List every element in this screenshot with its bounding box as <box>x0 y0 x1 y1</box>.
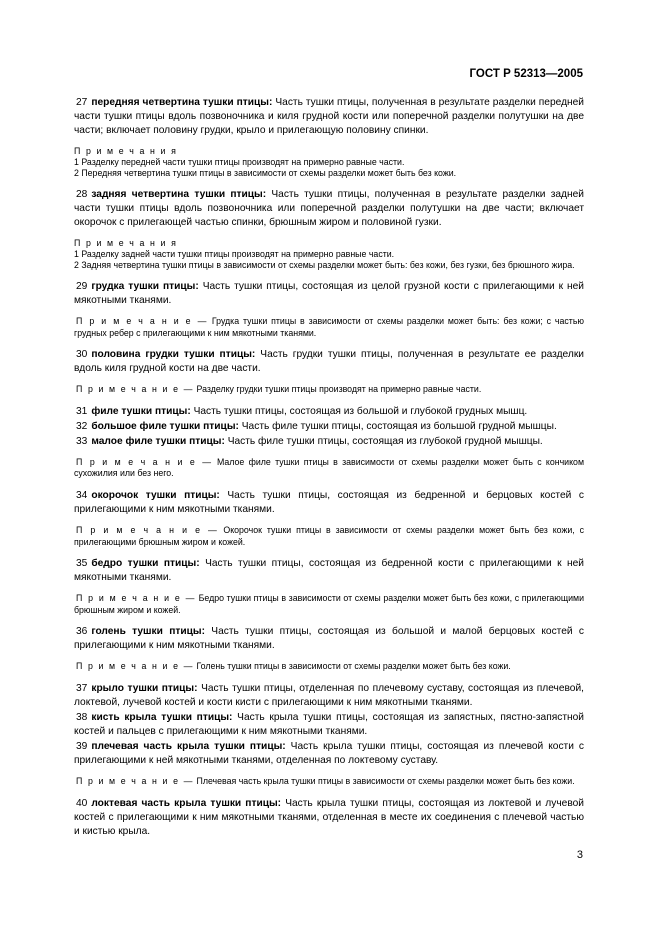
term-name: локтевая часть крыла тушки птицы: <box>91 797 282 809</box>
note-label: П р и м е ч а н и е — <box>76 775 195 786</box>
term-number: 36 <box>76 626 88 638</box>
note-text: Плечевая часть крыла тушки птицы в зависимости от схемы разделки может быть без кожи. <box>196 775 575 786</box>
term-definition: Часть филе тушки птицы, состоящая из большой грудной мышцы. <box>241 420 557 432</box>
notes-28 <box>74 238 584 271</box>
term-number: 37 <box>76 682 88 694</box>
term-35 <box>74 557 584 585</box>
term-number: 31 <box>76 405 88 417</box>
term-name: передняя четвертина тушки птицы: <box>91 97 273 108</box>
note-29 <box>74 316 584 339</box>
term-definition: Часть тушки птицы, состоящая из большой и глубокой грудных мышц. <box>193 405 528 417</box>
note-item: 1 Разделку передней части тушки птицы производят на примерно равные части. <box>74 157 405 167</box>
term-definition: Часть филе тушки птицы, состоящая из глубокой грудной мышцы. <box>227 435 543 447</box>
term-definition: Часть крыла тушки птицы, состоящая из запястных, пястно-запястной костей и пальцев с прилегающими к ним мякотными тканями. <box>74 711 585 737</box>
term-name: малое филе тушки птицы: <box>91 435 225 447</box>
term-name: крыло тушки птицы: <box>91 682 198 694</box>
note-item: 1 Разделку задней части тушки птицы производят на примерно равные части. <box>74 249 395 259</box>
note-34 <box>74 525 584 548</box>
term-32 <box>74 420 584 434</box>
term-name: окорочок тушки птицы: <box>91 489 220 501</box>
term-28 <box>74 188 584 230</box>
term-40 <box>74 797 584 839</box>
term-36 <box>74 625 584 653</box>
term-number: 27 <box>76 97 88 108</box>
note-label: П р и м е ч а н и е — <box>76 456 213 467</box>
note-30 <box>74 384 584 396</box>
term-number: 35 <box>76 558 88 570</box>
term-number: 39 <box>76 740 88 752</box>
term-27 <box>74 96 584 138</box>
term-definition: Часть тушки птицы, состоящая из бедренной и берцовых костей с прилегающими к ним мякотными тканями. <box>74 489 584 515</box>
note-item: 2 Задняя четвертина тушки птицы в зависимости от схемы разделки может быть: без кожи, без гузки, без брюшного жира. <box>74 260 575 270</box>
note-33 <box>74 457 584 480</box>
note-text: Бедро тушки птицы в зависимости от схемы разделки может быть без кожи, с прилегающими брюшным жиром и кожей. <box>74 593 584 615</box>
note-label: П р и м е ч а н и е — <box>76 316 209 326</box>
note-label: П р и м е ч а н и е — <box>76 661 195 672</box>
notes-title: П р и м е ч а н и я <box>74 238 178 248</box>
term-29 <box>74 280 584 308</box>
note-text: Разделку грудки тушки птицы производят на примерно равные части. <box>196 384 482 395</box>
term-definition: Часть грудки тушки птицы, полученная в результате ее разделки вдоль киля грудной кости на две части. <box>74 349 584 375</box>
term-name: большое филе тушки птицы: <box>91 420 239 432</box>
term-number: 40 <box>76 797 88 809</box>
term-definition: Часть тушки птицы, состоящая из бедренной кости с прилегающими к ней мякотными тканями. <box>74 558 584 584</box>
note-label: П р и м е ч а н и е — <box>76 593 196 604</box>
term-39 <box>74 740 584 768</box>
document-code: ГОСТ Р 52313—2005 <box>469 68 583 80</box>
document-body <box>74 96 584 847</box>
term-name: кисть крыла тушки птицы: <box>91 711 233 723</box>
term-31 <box>74 405 584 419</box>
page-number: 3 <box>576 849 583 861</box>
term-name: половина грудки тушки птицы: <box>91 349 256 361</box>
term-number: 33 <box>76 435 88 447</box>
note-text: Грудка тушки птицы в зависимости от схемы разделки может быть: без кожи; с частью грудных ребер с прилегающими к ним мякотными тканями. <box>74 316 584 338</box>
note-label: П р и м е ч а н и е — <box>76 524 219 535</box>
term-name: филе тушки птицы: <box>91 405 191 417</box>
note-text: Окорочок тушки птицы в зависимости от схемы разделки может быть без кожи, с прилегающими брюшным жиром и кожей. <box>74 524 584 547</box>
term-38 <box>74 711 584 739</box>
term-number: 34 <box>76 489 88 501</box>
note-item: 2 Передняя четвертина тушки птицы в зависимости от схемы разделки может быть без кожи. <box>74 168 457 178</box>
term-37 <box>74 682 584 710</box>
notes-title: П р и м е ч а н и я <box>74 146 178 156</box>
term-30 <box>74 348 584 376</box>
notes-27 <box>74 146 584 179</box>
term-number: 38 <box>76 711 88 723</box>
term-definition: Часть тушки птицы, отделенная по плечевому суставу, состоящая из плечевой, локтевой, лучевой костей и кости кисти с прилегающими к ним мякотными тканями. <box>74 682 584 708</box>
term-definition: Часть крыла тушки птицы, состоящая из локтевой и лучевой костей с прилегающими к ним мякотными тканями, отделенная в месте их соединения с плечевой частью и кистью крыла. <box>74 797 584 837</box>
term-34 <box>74 489 584 517</box>
note-36 <box>74 661 584 673</box>
term-definition: Часть тушки птицы, состоящая из большой и малой берцовых костей с прилегающими к ним мякотными тканями. <box>74 626 584 652</box>
term-name: задняя четвертина тушки птицы: <box>91 189 267 200</box>
term-definition: Часть тушки птицы, полученная в результате разделки задней части тушки птицы вдоль позвоночника или поперечной разделки полутушки на две части; включает окорочок с прилегающей частью спинки, брюшным жиром и половиной гузки. <box>74 189 584 228</box>
term-33 <box>74 435 584 449</box>
term-number: 30 <box>76 349 88 361</box>
term-name: бедро тушки птицы: <box>91 558 200 570</box>
note-35 <box>74 593 584 616</box>
term-definition: Часть тушки птицы, полученная в результате разделки передней части тушки птицы вдоль позвоночника и киля грудной кости или поперечной разделки полутушки на две части; включает половину грудки, крыло и прилегающую половину спинки. <box>74 97 585 136</box>
term-definition: Часть крыла тушки птицы, состоящая из плечевой кости с прилегающими к ней мякотными тканями, отделенная по локтевому суставу. <box>74 740 584 766</box>
note-text: Малое филе тушки птицы в зависимости от схемы разделки может быть с кончиком сухожилия или без него. <box>74 456 584 479</box>
term-number: 28 <box>76 189 88 200</box>
term-number: 32 <box>76 420 88 432</box>
note-label: П р и м е ч а н и е — <box>76 384 195 395</box>
note-39 <box>74 776 584 788</box>
term-name: плечевая часть крыла тушки птицы: <box>91 740 286 752</box>
term-name: грудка тушки птицы: <box>91 281 199 292</box>
term-definition: Часть тушки птицы, состоящая из целой грузной кости с прилегающими к ней мякотными тканями. <box>74 281 584 306</box>
term-number: 29 <box>76 281 88 292</box>
note-text: Голень тушки птицы в зависимости от схемы разделки может быть без кожи. <box>196 661 511 672</box>
term-name: голень тушки птицы: <box>91 626 205 638</box>
